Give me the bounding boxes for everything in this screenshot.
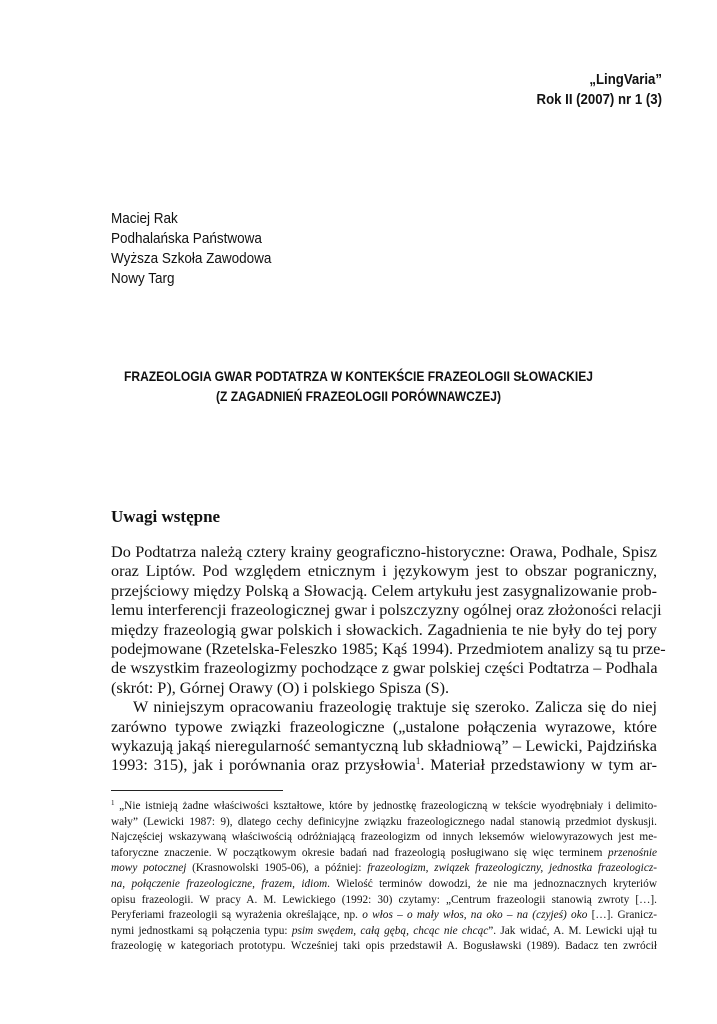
footnote-separator <box>111 790 283 791</box>
body-line: między frazeologią gwar polskich i słowackich. Zagadnienia te nie były do tej pory <box>111 620 657 639</box>
journal-name: „LingVaria” <box>589 71 662 88</box>
footnote-line: wały” (Lewicki 1987: 9), dlatego cechy definicyjne związku frazeologicznego nadal stanowią przedmiot dyskusji. <box>111 815 657 828</box>
footnote-line <box>111 924 657 940</box>
footnote-text: […]. Granicz- <box>587 909 657 922</box>
footnote-text: „Nie istnieją żadne właściwości kształtowe, które by jednostkę frazeologiczną w tekście wyodrębniały i delimito- <box>119 800 657 812</box>
footnote-italic: o włos – o mały włos, na oko – na (czyjeś) oko <box>362 909 588 922</box>
footnote-italic: psim swędem, całą gębą, chcąc nie chcąc <box>291 924 489 937</box>
footnote-line <box>111 908 657 924</box>
footnote-line: opisu frazeologii. W pracy A. M. Lewickiego (1992: 30) czytamy: „Centrum frazeologii stanowią zwroty […]. <box>111 893 657 906</box>
footnote-italic: na, połączenie frazeologiczne, frazem, idiom <box>111 877 328 890</box>
footnote-text: (Krasnowolski 1905-06), a później: <box>186 862 368 875</box>
footnote <box>111 799 657 955</box>
body-line: W niniejszym opracowaniu frazeologię traktuje się szeroko. Zalicza się do niej <box>133 698 657 717</box>
section-heading: Uwagi wstępne <box>111 507 221 526</box>
author-affiliation-1: Podhalańska Państwowa <box>111 230 262 247</box>
footnote-italic: mowy potocznej <box>111 862 187 875</box>
footnote-text: Peryferiami frazeologii są wyrażenia określające, np. <box>111 909 363 922</box>
footnote-italic: przenośnie <box>608 846 657 859</box>
body-line: podejmowane (Rzetelska-Feleszko 1985; Kąś 1994). Przedmiotem analizy są tu prze- <box>111 639 666 658</box>
footnote-text: taforyczne znaczenie. W początkowym okresie badań nad frazeologią posługiwano się więc terminem <box>111 846 609 859</box>
footnote-text: ”. Jak widać, A. M. Lewicki ujął tu <box>488 924 657 937</box>
author-affiliation-2: Wyższa Szkoła Zawodowa <box>111 250 272 267</box>
footnote-ref[interactable]: 1 <box>415 756 421 767</box>
footnote-line: Najczęściej wskazywaną właściwością odróżniającą frazeologizm od innych leksemów wielowyrazowych jest me- <box>111 831 657 844</box>
body-line: oraz Liptów. Pod względem etnicznym i językowym jest to obszar pograniczny, <box>111 562 657 581</box>
article-title <box>60 366 657 406</box>
journal-issue: Rok II (2007) nr 1 (3) <box>536 91 662 108</box>
author-block <box>111 209 399 289</box>
article-title-line-1: FRAZEOLOGIA GWAR PODTATRZA W KONTEKŚCIE FRAZEOLOGII SŁOWACKIEJ <box>124 368 593 384</box>
author-name: Maciej Rak <box>111 210 178 227</box>
footnote-italic: frazeologizm, związek frazeologiczny, jednostka frazeologicz- <box>367 862 657 875</box>
body-line: lemu interferencji frazeologicznej gwar i polszczyzny ogólnej oraz złożoności relacji <box>111 601 662 620</box>
footnote-text: nymi jednostkami są połączenia typu: <box>111 924 292 937</box>
body-text <box>111 543 666 776</box>
footnote-number: 1 <box>111 799 115 807</box>
body-line: (skrót: P), Górnej Orawy (O) i polskiego Spisza (S). <box>111 678 450 697</box>
footnote-line <box>111 877 657 893</box>
body-line-text: . Materiał przedstawiony w tym ar- <box>420 756 657 775</box>
author-city: Nowy Targ <box>111 270 175 287</box>
body-line <box>111 756 657 775</box>
body-line: przejściowy między Polską a Słowacją. Celem artykułu jest zasygnalizowanie prob- <box>111 581 657 600</box>
body-line: de wszystkim frazeologizmy pochodzące z gwar polskiej części Podtatrza – Podhala <box>111 659 658 678</box>
footnote-line <box>111 846 657 862</box>
footnote-line <box>111 799 657 815</box>
footnote-line <box>111 861 657 877</box>
footnote-text: . Wielość terminów dowodzi, że nie ma jednoznacznych kryteriów <box>327 877 657 890</box>
journal-header <box>398 70 662 110</box>
footnote-line: frazeologię w kategoriach prototypu. Wcześniej taki opis przedstawił A. Bogusławski (1989). Badacz ten zwrócił <box>111 940 657 953</box>
body-line-text: 1993: 315), jak i porównania oraz przysłowia <box>111 756 416 775</box>
article-title-line-2: (Z ZAGADNIEŃ FRAZEOLOGII PORÓWNAWCZEJ) <box>216 388 501 404</box>
body-line: zarówno typowe związki frazeologiczne („ustalone połączenia wyrazowe, które <box>111 717 657 736</box>
body-line: Do Podtatrza należą cztery krainy geograficzno-historyczne: Orawa, Podhale, Spisz <box>111 543 657 561</box>
body-line: wykazują jakąś nieregularność semantyczną lub składniową” – Lewicki, Pajdzińska <box>111 736 657 755</box>
